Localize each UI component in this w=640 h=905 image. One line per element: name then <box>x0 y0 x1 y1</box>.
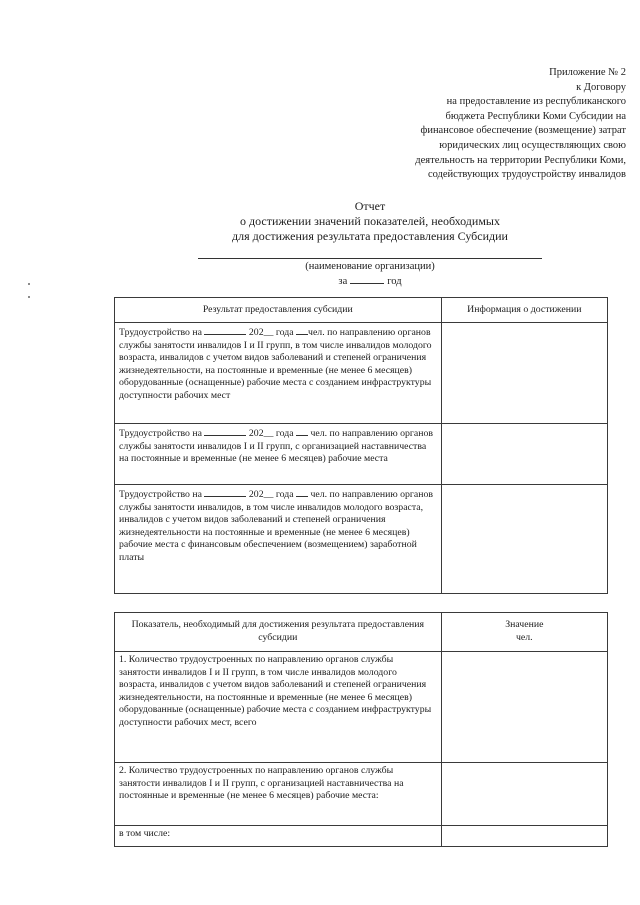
info-cell[interactable] <box>441 424 607 485</box>
appendix-line: содействующих трудоустройству инвалидов <box>427 169 626 181</box>
title-line-3: для достижения результата предоставления Субсидии <box>232 229 508 243</box>
period-year-blank[interactable] <box>350 274 384 284</box>
result-prefix: Трудоустройство на <box>119 428 202 439</box>
table-row <box>115 826 608 847</box>
result-year: 202__ года <box>248 428 294 439</box>
period-prefix: за <box>338 276 348 287</box>
result-unit: чел. по <box>310 489 340 500</box>
result-description: направлению органов службы занятости инвалидов I и II групп, в том числе инвалидов молодого возраста, инвалидов с учетом видов заболеваний и степеней ограничения жизнедеятельности, на постоянные и временные (не менее 6 месяцев) оборудованные (оснащенные) рабочие места с созданием инфраструктуры доступности рабочих мест <box>119 327 432 401</box>
report-title <box>150 199 590 244</box>
header-value-unit: чел. <box>516 632 533 643</box>
result-unit: чел. по <box>310 428 340 439</box>
table-row <box>115 763 608 826</box>
count-blank[interactable] <box>296 325 308 335</box>
value-cell[interactable] <box>441 652 607 763</box>
date-blank[interactable] <box>204 325 246 335</box>
result-description: направлению органов службы занятости инвалидов I и II групп, с организацией наставничества на постоянные и временные (не менее 6 месяцев) рабочие места <box>119 428 434 465</box>
appendix-line: деятельность на территории Республики Коми, <box>415 154 626 166</box>
result-cell <box>115 485 442 594</box>
result-unit: чел. по <box>308 327 338 338</box>
header-result: Результат предоставления субсидии <box>115 298 442 323</box>
appendix-line: бюджета Республики Коми Субсидии на <box>445 110 626 122</box>
info-cell[interactable] <box>441 323 607 424</box>
result-cell <box>115 323 442 424</box>
table-header-row <box>115 613 608 652</box>
appendix-header <box>326 66 626 183</box>
date-blank[interactable] <box>204 426 246 436</box>
count-blank[interactable] <box>296 487 308 497</box>
header-value-label: Значение <box>505 619 544 631</box>
title-line-2: о достижении значений показателей, необходимых <box>240 214 500 228</box>
info-cell[interactable] <box>441 485 607 594</box>
result-year: 202__ года <box>248 489 294 500</box>
result-cell <box>115 424 442 485</box>
count-blank[interactable] <box>296 426 308 436</box>
result-year: 202__ года <box>248 327 294 338</box>
indicator-cell: 1. Количество трудоустроенных по направлению органов службы занятости инвалидов I и II групп, в том числе инвалидов молодого возраста, инвалидов с учетом видов заболеваний и степеней ограничения жизнедеятельности, на постоянные и временные (не менее 6 месяцев) оборудованные (оснащенные) рабочие места с созданием инфраструктуры доступности рабочих мест, всего <box>115 652 442 763</box>
result-description: направлению органов службы занятости инвалидов, в том числе инвалидов молодого возраста, инвалидов с учетом видов заболеваний и степеней ограничения жизнедеятельности на постоянные и временные (не менее 6 месяцев) рабочие места с финансовым обеспечением (возмещением) заработной платы <box>119 489 434 563</box>
table-row <box>115 652 608 763</box>
appendix-line: Приложение № 2 <box>549 67 626 78</box>
indicator-cell: в том числе: <box>115 826 442 847</box>
report-period <box>198 274 542 287</box>
result-prefix: Трудоустройство на <box>119 327 202 338</box>
value-cell[interactable] <box>441 826 607 847</box>
appendix-line: на предоставление из республиканского <box>446 96 626 108</box>
indicator-cell: 2. Количество трудоустроенных по направлению органов службы занятости инвалидов I и II групп, с организацией наставничества на постоянные и временные (не менее 6 месяцев) рабочие места: <box>115 763 442 826</box>
table-header-row <box>115 298 608 323</box>
result-prefix: Трудоустройство на <box>119 489 202 500</box>
indicators-table <box>114 612 608 847</box>
table-row <box>115 323 608 424</box>
value-cell[interactable] <box>441 763 607 826</box>
scan-speck <box>28 283 30 285</box>
table-row <box>115 485 608 594</box>
table-row <box>115 424 608 485</box>
results-table <box>114 297 608 594</box>
period-suffix: год <box>387 276 402 287</box>
title-line-1: Отчет <box>354 199 386 213</box>
appendix-line: финансовое обеспечение (возмещение) затрат <box>420 125 626 137</box>
appendix-line: к Договору <box>576 81 626 93</box>
header-indicator: Показатель, необходимый для достижения результата предоставления субсидии <box>115 613 442 652</box>
scan-speck <box>28 296 30 298</box>
organization-name-line[interactable] <box>198 258 542 259</box>
date-blank[interactable] <box>204 487 246 497</box>
header-value <box>441 613 607 652</box>
header-info: Информация о достижении <box>441 298 607 323</box>
organization-caption: (наименование организации) <box>305 261 435 272</box>
appendix-line: юридических лиц осуществляющих свою <box>439 139 626 151</box>
